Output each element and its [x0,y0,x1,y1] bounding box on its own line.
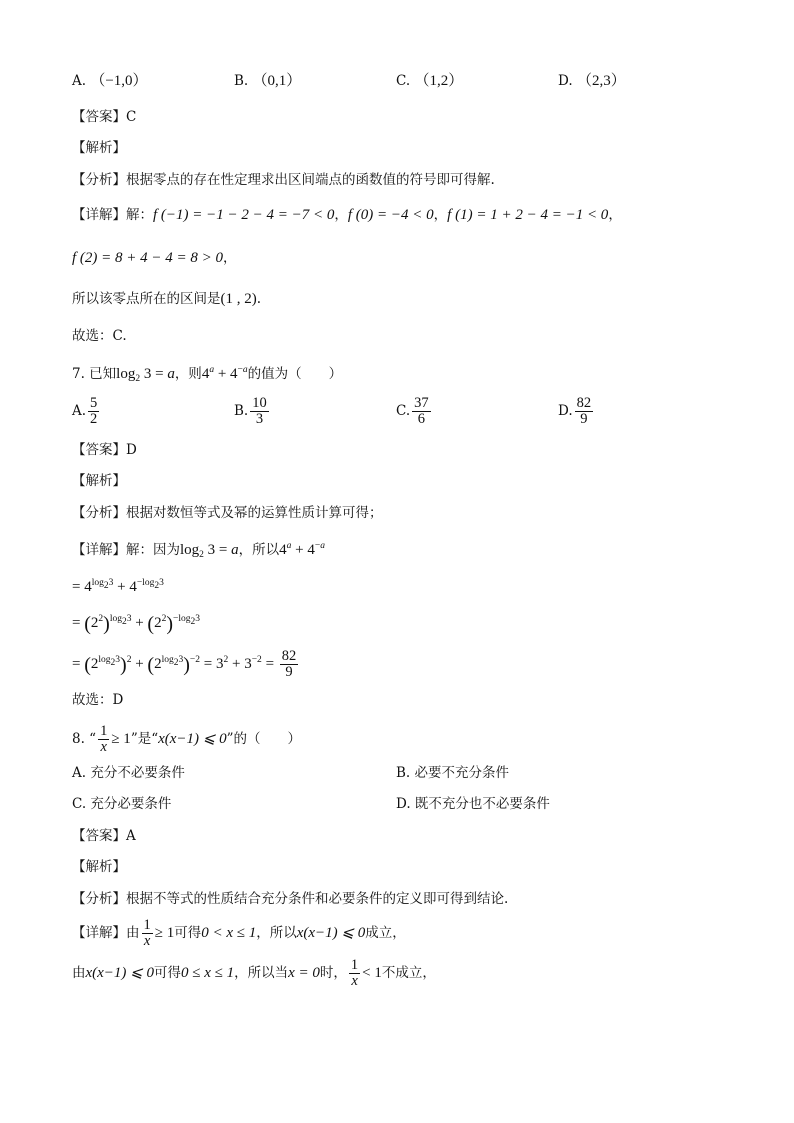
q8-answer: 【答案】A [72,828,136,844]
q6-option-a: A. （−1,0） [72,73,148,89]
q7-answer: 【答案】D [72,442,137,458]
q8-jiexi-heading: 【解析】 [72,859,126,875]
q6-option-d: D. （2,3） [558,73,626,89]
q6-xiangjie-line1: 【详解】解：f (−1) = −1 − 2 − 4 = −7 < 0，f (0) = −4 < 0，f (1) = 1 + 2 − 4 = −1 < 0， [72,207,622,223]
q6-interval: 所以该零点所在的区间是(1 , 2). [72,291,262,307]
q7-fenxi: 【分析】根据对数恒等式及幂的运算性质计算可得； [72,505,383,521]
q7-step2: = $(2^2)^{log_23} + (2^2)^{-log_23}$ [72,613,201,635]
q8-option-d: D. 既不充分也不必要条件 [396,796,550,812]
q6-jiexi-heading: 【解析】 [72,140,126,156]
q7-option-a: A. $\frac{5}{2}$ [72,395,98,428]
q6-xiangjie-line2: f (2) = 8 + 4 − 4 = 8 > 0， [72,250,237,266]
q6-option-c: C. （1,2） [396,73,464,89]
q7-jiexi-heading: 【解析】 [72,473,126,489]
q8-fenxi: 【分析】根据不等式的性质结合充分条件和必要条件的定义即可得到结论. [72,891,509,907]
q7-option-d: D. $\frac{82}{9}$ [558,395,592,428]
q6-fenxi: 【分析】根据零点的存在性定理求出区间端点的函数值的符号即可得解. [72,172,495,188]
q7-step3: = $(2^{log_23})^2 + (2^{log_23})^{-2} = 3^2 + 3^{-2}$ = $\frac{82}{9}$ [72,648,297,681]
q7-result-fraction: $\frac{82}{9}$ [281,648,297,681]
q6-choose: 故选：C. [72,328,127,344]
q8-option-a: A. 充分不必要条件 [72,765,185,781]
q7-option-c: C. $\frac{37}{6}$ [396,395,429,428]
q8-xiangjie-line2: 由x(x−1) ⩽ 0可得0 ≤ x ≤ 1，所以当x = 0时， $\frac{1}{x}$ < 1不成立， [72,957,436,990]
q6-options [72,74,672,92]
q8-option-b: B. 必要不充分条件 [396,765,510,781]
q6-answer: 【答案】C [72,109,137,125]
q7-options [72,396,672,434]
q8-stem: 8. “ $\frac{1}{x}$ ≥ 1”是“x(x−1) ⩽ 0”的（ ） [72,723,302,756]
q7-xiangjie: 【详解】解：因为$\log_2 3 = a$，所以$4^a + 4^{-a}$ [72,541,325,560]
q7-step1: = $4^{log_23} + 4^{-log_23}$ [72,578,164,595]
q7-option-b: B. $\frac{10}{3}$ [234,395,267,428]
q8-xiangjie-line1: 【详解】由 $\frac{1}{x}$ ≥ 1可得0 < x ≤ 1，所以x(x−1) ⩽ 0成立， [72,917,406,950]
q6-option-b: B. （0,1） [234,73,302,89]
q7-stem: 7. 已知$\log_2 3 = a$，则$4^a + 4^{-a}$的值为（ ） [72,365,343,384]
q7-choose: 故选：D [72,692,124,708]
q8-option-c: C. 充分必要条件 [72,796,172,812]
